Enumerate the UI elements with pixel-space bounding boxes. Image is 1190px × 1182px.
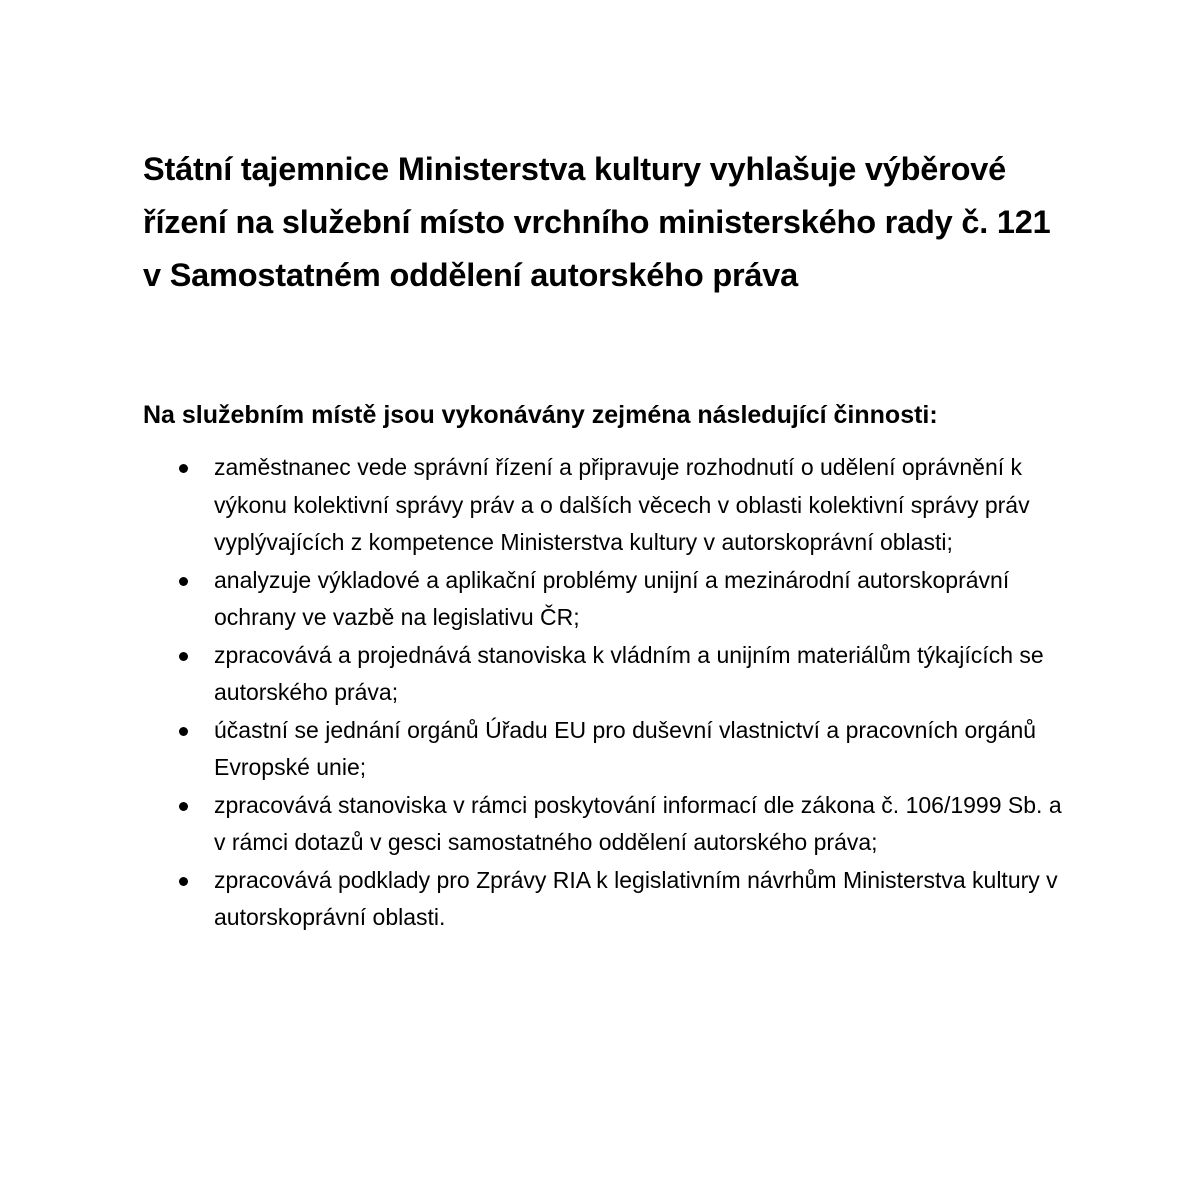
list-item-text: zpracovává a projednává stanoviska k vládním a unijním materiálům týkajících se autorského práva;: [214, 641, 1044, 705]
bullet-icon: [179, 652, 188, 661]
list-item-text: zaměstnanec vede správní řízení a připravuje rozhodnutí o udělení oprávnění k výkonu kolektivní správy práv a o dalších věcech v oblasti kolektivní správy práv vyplývajících z kompetence Ministerstva kultury v autorskoprávní oblasti;: [214, 454, 1030, 555]
list-item-text: účastní se jednání orgánů Úřadu EU pro duševní vlastnictví a pracovních orgánů Evropské unie;: [214, 716, 1037, 780]
bullet-icon: [179, 577, 188, 586]
list-item: [143, 637, 1063, 712]
bullet-icon: [179, 727, 188, 736]
list-item: [143, 787, 1063, 862]
list-item: [143, 862, 1063, 937]
list-item-text: analyzuje výkladové a aplikační problémy unijní a mezinárodní autorskoprávní ochrany ve vazbě na legislativu ČR;: [214, 566, 1010, 630]
bullet-icon: [179, 802, 188, 811]
list-item-text: zpracovává stanoviska v rámci poskytování informací dle zákona č. 106/1999 Sb. a v rámci dotazů v gesci samostatného oddělení autorského práva;: [214, 791, 1062, 855]
page-title: Státní tajemnice Ministerstva kultury vyhlašuje výběrové řízení na služební místo vrchního ministerského rady č. 121 v Samostatném oddělení autorského práva: [143, 151, 1051, 293]
activity-list: [143, 449, 1063, 937]
bullet-icon: [179, 464, 188, 473]
list-item-text: zpracovává podklady pro Zprávy RIA k legislativním návrhům Ministerstva kultury v autorskoprávní oblasti.: [214, 866, 1058, 930]
bullet-icon: [179, 877, 188, 886]
document-page: [143, 143, 1063, 937]
list-item: [143, 712, 1063, 787]
list-item: [143, 449, 1063, 562]
section-heading: Na služebním místě jsou vykonávány zejména následující činnosti:: [143, 401, 938, 429]
list-item: [143, 562, 1063, 637]
